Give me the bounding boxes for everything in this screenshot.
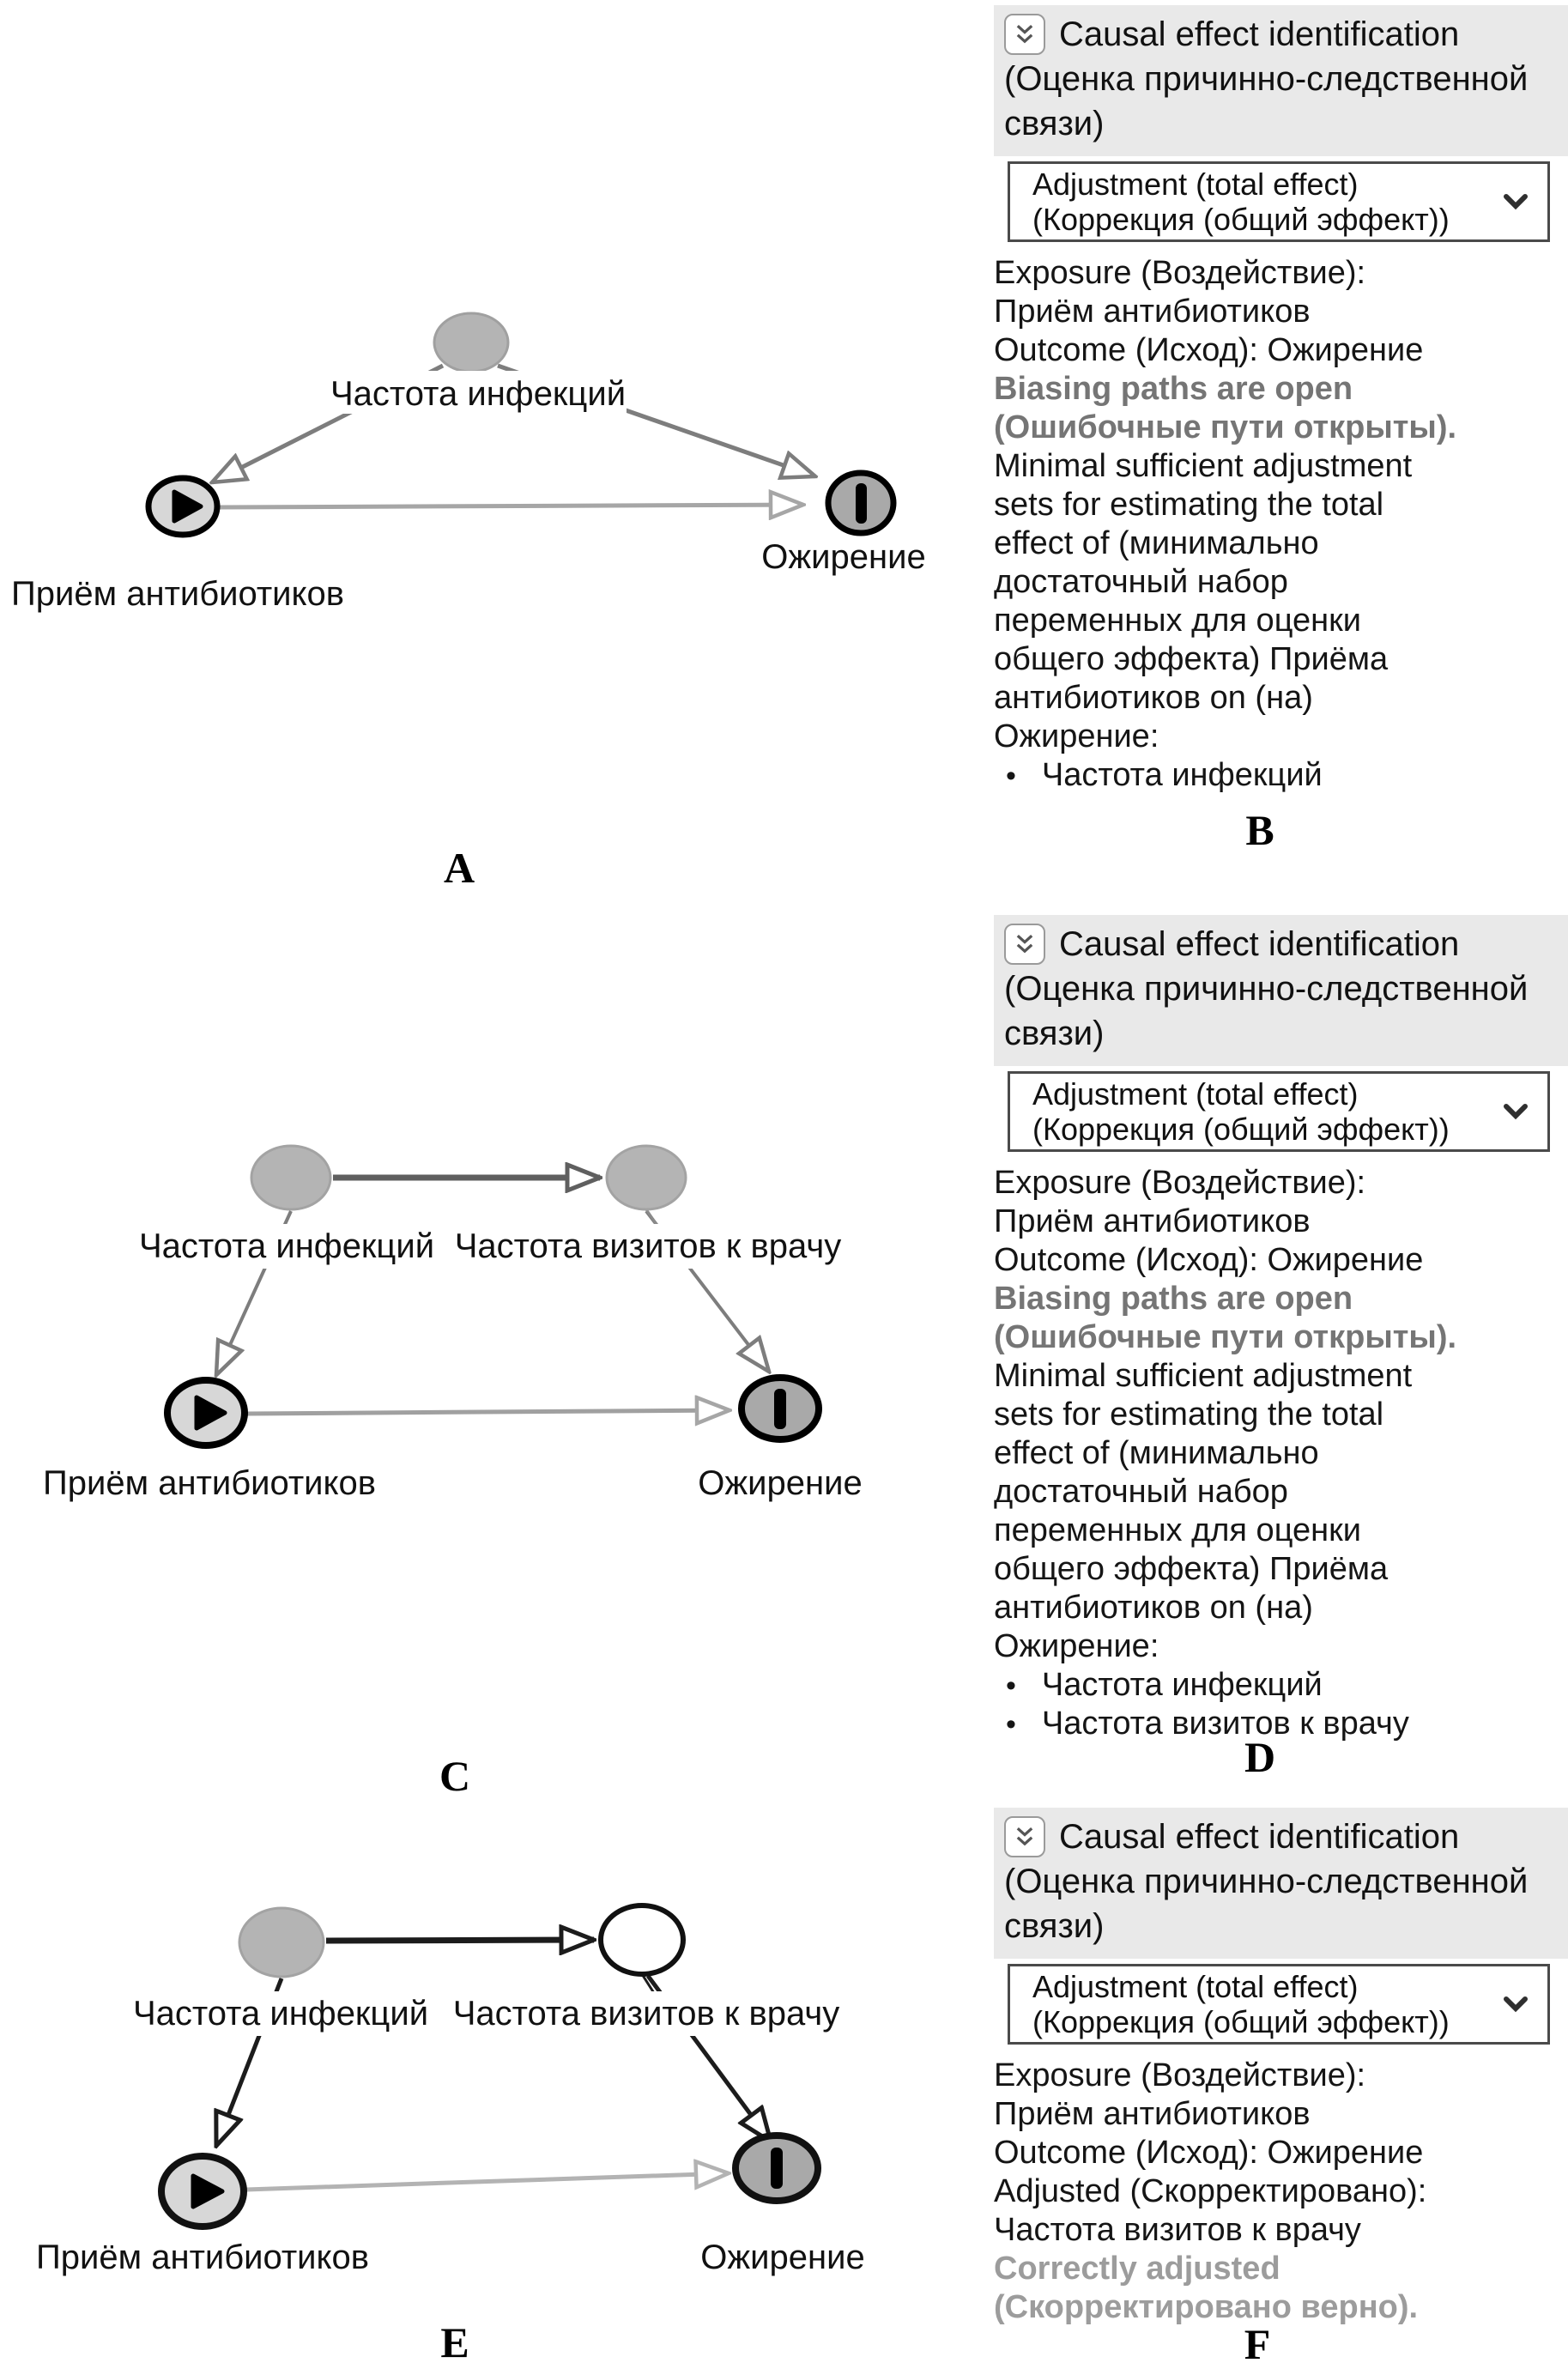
bullet-icon: •: [1006, 1708, 1016, 1741]
result-line: Приём антибиотиков: [994, 294, 1311, 330]
causal-effect-header: [994, 5, 1568, 156]
doctor-visits-node[interactable]: [607, 1146, 686, 1209]
outcome-label: Ожирение: [698, 1464, 863, 1502]
panel-b: [994, 5, 1568, 795]
exposure-node[interactable]: [167, 1380, 245, 1445]
dropdown-value: (Коррекция (общий эффект)): [1032, 1112, 1450, 1147]
label-anchor-line: [646, 1209, 657, 1226]
figure-label-e: E: [440, 2318, 469, 2366]
warning-line: (Ошибочные пути открыты).: [994, 409, 1457, 445]
chevron-down-icon: [1503, 193, 1529, 210]
edge-exposure-outcome: [220, 505, 803, 507]
warning-line: Biasing paths are open: [994, 1281, 1353, 1317]
dropdown-value: (Коррекция (общий эффект)): [1032, 2004, 1450, 2039]
section-title: Causal effect identification: [1059, 925, 1460, 963]
adjustment-dropdown[interactable]: [1008, 1964, 1550, 2045]
panel-d-body: [994, 1164, 1568, 1743]
section-title: Causal effect identification: [1059, 1818, 1460, 1856]
result-line: антибиотиков on (на): [994, 680, 1313, 716]
bullet-icon: •: [1006, 1669, 1016, 1702]
figure-label-f: F: [1244, 2320, 1271, 2368]
result-line: Minimal sufficient adjustment: [994, 448, 1413, 484]
result-line: антибиотиков on (на): [994, 1590, 1313, 1626]
section-subtitle: связи): [1004, 105, 1105, 142]
figure-label-a: A: [443, 844, 475, 892]
result-line: Outcome (Исход): Ожирение: [994, 332, 1424, 368]
result-line: Приём антибиотиков: [994, 2096, 1311, 2132]
dag-diagram-e: [0, 1871, 987, 2300]
outcome-bar-icon: [774, 1389, 786, 1429]
outcome-node[interactable]: [828, 473, 893, 533]
warning-line: Biasing paths are open: [994, 371, 1353, 407]
section-subtitle: связи): [1004, 1015, 1105, 1052]
figure-label-d: D: [1244, 1733, 1276, 1781]
result-line: effect of (минимально: [994, 1435, 1319, 1471]
result-line: Ожирение:: [994, 718, 1159, 754]
result-line: Outcome (Исход): Ожирение: [994, 1242, 1424, 1278]
result-line: переменных для оценки: [994, 1512, 1362, 1548]
warning-line: (Ошибочные пути открыты).: [994, 1319, 1457, 1355]
success-line: Correctly adjusted: [994, 2251, 1280, 2287]
result-line: переменных для оценки: [994, 603, 1362, 639]
result-line: sets for estimating the total: [994, 487, 1384, 523]
collapse-double-chevron-icon[interactable]: [1004, 14, 1045, 55]
outcome-label: Ожирение: [761, 538, 926, 576]
collapse-double-chevron-icon[interactable]: [1004, 924, 1045, 965]
result-line: Minimal sufficient adjustment: [994, 1358, 1413, 1394]
doctor-visits-node[interactable]: [601, 1905, 683, 1974]
figure-label-b: B: [1245, 806, 1274, 854]
adjustment-set-text: Частота инфекций: [1041, 1667, 1323, 1703]
exposure-label: Приём антибиотиков: [11, 575, 344, 613]
dropdown-value: Adjustment (total effect): [1032, 167, 1359, 202]
infection-frequency-node[interactable]: [251, 1146, 330, 1209]
exposure-node[interactable]: [161, 2156, 244, 2227]
dropdown-value: (Коррекция (общий эффект)): [1032, 202, 1450, 237]
panel-f: [994, 1808, 1568, 2327]
section-title: Causal effect identification: [1059, 15, 1460, 53]
result-line: Частота визитов к врачу: [994, 2212, 1361, 2248]
result-line: Exposure (Воздействие):: [994, 2057, 1366, 2093]
section-subtitle: (Оценка причинно-следственной: [1004, 970, 1529, 1008]
section-subtitle: связи): [1004, 1907, 1105, 1945]
dag-diagram-c: [0, 1099, 987, 1528]
panel-b-body: [994, 254, 1568, 795]
result-line: общего эффекта) Приёма: [994, 1551, 1389, 1587]
result-line: Exposure (Воздействие):: [994, 255, 1366, 291]
infection-frequency-node[interactable]: [239, 1908, 324, 1977]
edge-exposure-outcome: [246, 2173, 729, 2190]
outcome-label: Ожирение: [700, 2239, 865, 2276]
result-line: Приём антибиотиков: [994, 1203, 1311, 1239]
adjustment-set-text: Частота визитов к врачу: [1041, 1706, 1409, 1742]
result-line: Ожирение:: [994, 1628, 1159, 1664]
adjustment-set-item: [994, 756, 1568, 795]
exposure-node[interactable]: [148, 478, 217, 535]
panel-f-body: [994, 2057, 1568, 2327]
figure-label-c: C: [439, 1752, 471, 1800]
infection-frequency-label: Частота инфекций: [132, 1995, 429, 2033]
adjustment-set-text: Частота инфекций: [1041, 757, 1323, 793]
edge-infection-visits: [326, 1940, 594, 1941]
confounder-label: Частота инфекций: [330, 375, 627, 413]
result-line: sets for estimating the total: [994, 1397, 1384, 1433]
outcome-bar-icon: [856, 483, 867, 524]
success-line: (Скорректировано верно).: [994, 2289, 1419, 2325]
chevron-down-icon: [1503, 1103, 1529, 1120]
adjustment-dropdown[interactable]: [1008, 161, 1550, 242]
infection-frequency-label: Частота инфекций: [138, 1227, 435, 1265]
exposure-label: Приём антибиотиков: [36, 2239, 369, 2276]
causal-effect-header: [994, 1808, 1568, 1959]
outcome-node[interactable]: [736, 2136, 818, 2201]
result-line: Outcome (Исход): Ожирение: [994, 2135, 1424, 2171]
outcome-bar-icon: [771, 2148, 783, 2189]
outcome-node[interactable]: [742, 1378, 819, 1439]
confounder-node[interactable]: [434, 313, 508, 372]
dag-diagram-a: [0, 257, 987, 652]
result-line: достаточный набор: [994, 1474, 1288, 1510]
panel-d: [994, 915, 1568, 1743]
result-line: Exposure (Воздействие):: [994, 1165, 1366, 1201]
section-subtitle: (Оценка причинно-следственной: [1004, 1863, 1529, 1900]
edge-exposure-outcome: [247, 1410, 730, 1414]
exposure-label: Приём антибиотиков: [43, 1464, 376, 1502]
chevron-down-icon: [1503, 1996, 1529, 2013]
collapse-double-chevron-icon[interactable]: [1004, 1816, 1045, 1857]
result-line: достаточный набор: [994, 564, 1288, 600]
dropdown-value: Adjustment (total effect): [1032, 1969, 1359, 2004]
doctor-visits-label: Частота визитов к врачу: [452, 1995, 840, 2033]
section-subtitle: (Оценка причинно-следственной: [1004, 60, 1529, 98]
doctor-visits-label: Частота визитов к врачу: [454, 1227, 842, 1265]
bullet-icon: •: [1006, 760, 1016, 792]
result-line: Adjusted (Скорректировано):: [994, 2173, 1427, 2209]
result-line: общего эффекта) Приёма: [994, 641, 1389, 677]
dropdown-value: Adjustment (total effect): [1032, 1076, 1359, 1112]
adjustment-dropdown[interactable]: [1008, 1071, 1550, 1152]
causal-effect-header: [994, 915, 1568, 1066]
result-line: effect of (минимально: [994, 525, 1319, 561]
adjustment-set-item: [994, 1666, 1568, 1705]
adjustment-set-item: [994, 1705, 1568, 1743]
